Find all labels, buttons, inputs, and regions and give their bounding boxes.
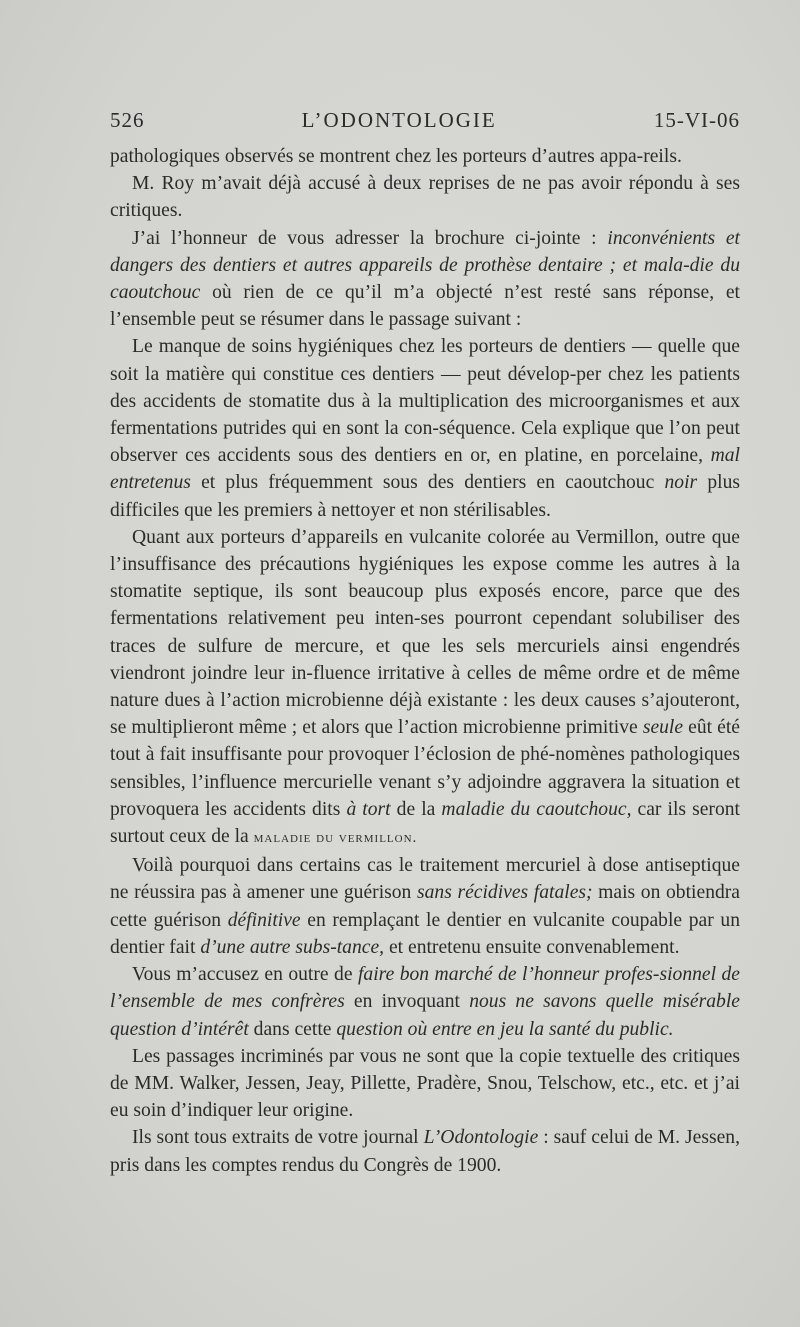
text-run: mais on obtiendra cette guérison xyxy=(110,882,741,931)
italic-text: maladie du caoutchouc, xyxy=(441,798,632,820)
text-run: eût été tout à fait insuffisante pour provoquer l’éclosion de phé-nomènes pathologiques sensibles, l’influence mercurielle venant s’y adjoindre aggravera la situation et provoquera les accidents dits xyxy=(110,717,740,820)
italic-text: à tort xyxy=(346,798,391,820)
page-number: 526 xyxy=(110,108,145,132)
text-run: où rien de ce qu’il m’a objecté n’est resté sans réponse, et l’ensemble peut se résumer dans le passage suivant : xyxy=(110,282,740,331)
text-run: Voilà pourquoi dans certains cas le traitement mercuriel à dose antiseptique ne réussira pas à amener une guérison xyxy=(110,855,740,904)
text-run: de la xyxy=(390,798,442,820)
paragraph xyxy=(110,225,740,334)
running-header xyxy=(110,108,740,140)
paragraph xyxy=(110,1124,740,1178)
italic-text: faire bon marché de l’honneur profes-sionnel de l’ensemble de mes confrères xyxy=(110,964,740,1013)
text-run: : sauf celui de M. Jessen, pris dans les comptes rendus du Congrès de 1900. xyxy=(110,1127,740,1176)
text-run: Ils sont tous extraits de votre journal xyxy=(132,1127,424,1149)
italic-text: mal entretenus xyxy=(110,445,740,494)
text-run: et entretenu ensuite convenablement. xyxy=(384,936,680,958)
text-run: Les passages incriminés par vous ne sont que la copie textuelle des critiques de MM. Walker, Jessen, Jeay, Pillette, Pradère, Snou, Telschow, etc., etc. et j’ai eu soin d’indiquer leur origine. xyxy=(110,1045,740,1122)
text-run: pathologiques observés se montrent chez les porteurs d’autres appa-reils. xyxy=(110,146,682,167)
italic-text: L’Odontologie xyxy=(423,1127,539,1149)
text-run: en invoquant xyxy=(344,991,470,1013)
journal-title: L’ODONTOLOGIE xyxy=(301,108,497,132)
text-run: plus difficiles que les premiers à nettoyer et non stérilisables. xyxy=(110,472,740,521)
italic-text: seule xyxy=(642,717,684,739)
paragraph xyxy=(110,143,740,170)
smallcaps-text: maladie du vermillon. xyxy=(253,830,418,847)
italic-text: question où entre en jeu la santé du public. xyxy=(336,1018,674,1040)
body-text xyxy=(110,143,740,1179)
italic-text: noir xyxy=(664,472,698,494)
text-run: Le manque de soins hygiéniques chez les porteurs de dentiers — quelle que soit la matière qui constitue ces dentiers — peut dévelop-per chez les patients des accidents de stomatite dus à la multiplication des microorganismes et aux fermentations putrides qui en sont la con-séquence. Cela explique que l’on peut observer ces accidents sous des dentiers en or, en platine, en porcelaine, xyxy=(110,336,740,467)
italic-text: inconvénients et dangers des dentiers et autres appareils de prothèse dentaire ; et mala-die du caoutchouc xyxy=(110,227,740,304)
text-run: en remplaçant le dentier en vulcanite coupable par un dentier fait xyxy=(110,909,740,958)
text-run: car ils seront surtout ceux de la xyxy=(110,798,740,848)
paragraph xyxy=(110,1043,740,1125)
paragraph xyxy=(110,524,740,852)
text-run: M. Roy m’avait déjà accusé à deux reprises de ne pas avoir répondu à ses critiques. xyxy=(110,173,740,222)
italic-text: nous ne savons quelle misérable question d’intérêt xyxy=(110,991,740,1040)
text-run: Vous m’accusez en outre de xyxy=(132,964,358,986)
paragraph xyxy=(110,333,740,523)
text-run: et plus fréquemment sous des dentiers en caoutchouc xyxy=(190,472,665,494)
issue-date: 15-VI-06 xyxy=(653,108,740,132)
italic-text: d’une autre subs-tance, xyxy=(200,936,385,958)
paragraph xyxy=(110,852,740,961)
text-run: J’ai l’honneur de vous adresser la brochure ci-jointe : xyxy=(132,227,608,249)
paragraph xyxy=(110,961,740,1043)
italic-text: définitive xyxy=(227,909,301,931)
text-run: dans cette xyxy=(248,1018,337,1040)
text-run: Quant aux porteurs d’appareils en vulcanite colorée au Vermillon, outre que l’insuffisance des précautions hygiéniques les expose comme les autres à la stomatite septique, ils sont beaucoup plus exposés encore, parce que des fermentations relativement peu inten-ses pourront cependant solubiliser des traces de sulfure de mercure, et que les sels mercuriels ainsi engendrés viendront joindre leur in-fluence irritative à celles de même ordre et de même nature dues à l’action microbienne déjà existante : les deux causes s’ajouteront, se multiplieront même ; et alors que l’action microbienne primitive xyxy=(110,526,740,739)
italic-text: sans récidives fatales; xyxy=(416,882,593,904)
paragraph xyxy=(110,170,740,224)
